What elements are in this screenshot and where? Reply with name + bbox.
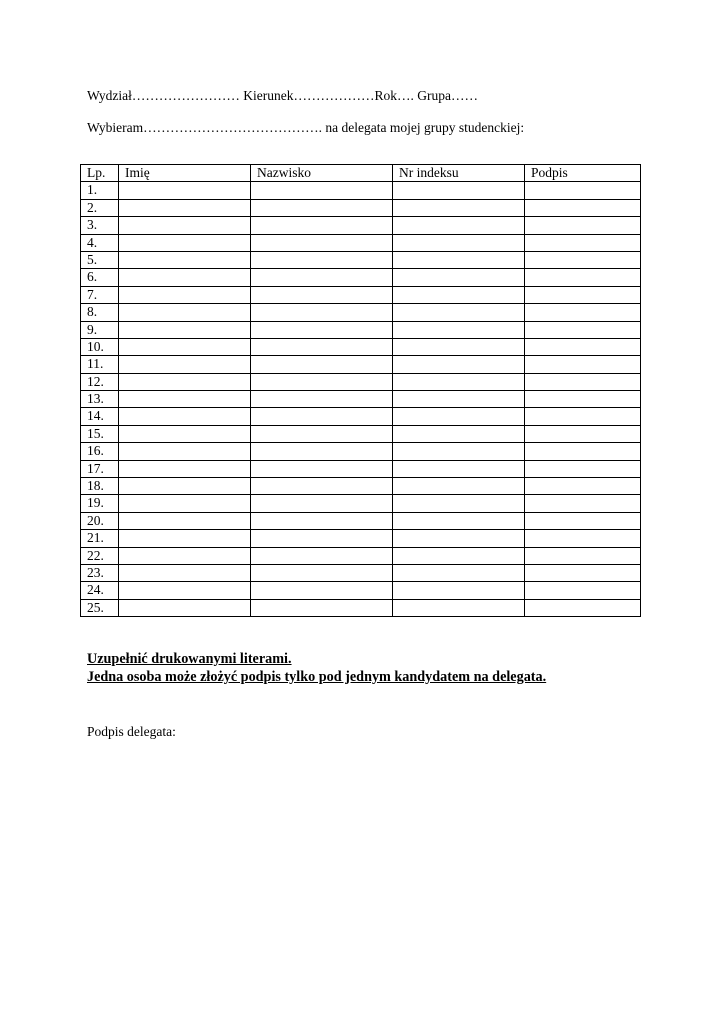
- last-name-cell[interactable]: [251, 460, 393, 477]
- signature-cell[interactable]: [525, 443, 641, 460]
- row-number-cell: 23.: [81, 564, 119, 581]
- first-name-cell[interactable]: [119, 356, 251, 373]
- header-index-number: Nr indeksu: [393, 165, 525, 182]
- index-number-cell[interactable]: [393, 182, 525, 199]
- signature-cell[interactable]: [525, 564, 641, 581]
- last-name-cell[interactable]: [251, 495, 393, 512]
- signature-cell[interactable]: [525, 269, 641, 286]
- table-row: [81, 304, 641, 321]
- index-number-cell[interactable]: [393, 478, 525, 495]
- first-name-cell[interactable]: [119, 443, 251, 460]
- signature-cell[interactable]: [525, 512, 641, 529]
- table-row: [81, 182, 641, 199]
- row-number-cell: 11.: [81, 356, 119, 373]
- row-number-cell: 21.: [81, 530, 119, 547]
- last-name-cell[interactable]: [251, 304, 393, 321]
- first-name-cell[interactable]: [119, 391, 251, 408]
- last-name-cell[interactable]: [251, 338, 393, 355]
- last-name-cell[interactable]: [251, 199, 393, 216]
- faculty-field-line: Wydział…………………… Kierunek………………Rok…. Grupa……: [87, 88, 479, 103]
- signature-cell[interactable]: [525, 356, 641, 373]
- index-number-cell[interactable]: [393, 269, 525, 286]
- table-row: [81, 582, 641, 599]
- first-name-cell[interactable]: [119, 460, 251, 477]
- index-number-cell[interactable]: [393, 495, 525, 512]
- row-number-cell: 16.: [81, 443, 119, 460]
- signature-cell[interactable]: [525, 478, 641, 495]
- index-number-cell[interactable]: [393, 512, 525, 529]
- row-number-cell: 17.: [81, 460, 119, 477]
- row-number-cell: 19.: [81, 495, 119, 512]
- table-row: [81, 269, 641, 286]
- table-row: [81, 425, 641, 442]
- row-number-cell: 3.: [81, 217, 119, 234]
- index-number-cell[interactable]: [393, 356, 525, 373]
- index-number-cell[interactable]: [393, 599, 525, 616]
- last-name-cell[interactable]: [251, 182, 393, 199]
- row-number-cell: 7.: [81, 286, 119, 303]
- signature-cell[interactable]: [525, 373, 641, 390]
- table-row: [81, 460, 641, 477]
- first-name-cell[interactable]: [119, 286, 251, 303]
- table-row: [81, 251, 641, 268]
- row-number-cell: 25.: [81, 599, 119, 616]
- signature-cell[interactable]: [525, 460, 641, 477]
- last-name-cell[interactable]: [251, 286, 393, 303]
- first-name-cell[interactable]: [119, 269, 251, 286]
- table-row: [81, 599, 641, 616]
- table-row: [81, 443, 641, 460]
- table-body: [81, 182, 641, 617]
- row-number-cell: 13.: [81, 391, 119, 408]
- index-number-cell[interactable]: [393, 460, 525, 477]
- signature-cell[interactable]: [525, 391, 641, 408]
- instruction-print-letters: Uzupełnić drukowanymi literami.: [87, 651, 292, 667]
- last-name-cell[interactable]: [251, 356, 393, 373]
- table-row: [81, 564, 641, 581]
- signature-cell[interactable]: [525, 425, 641, 442]
- index-number-cell[interactable]: [393, 391, 525, 408]
- signature-cell[interactable]: [525, 321, 641, 338]
- signature-cell[interactable]: [525, 251, 641, 268]
- delegate-signature-label: Podpis delegata:: [87, 724, 176, 739]
- index-number-cell[interactable]: [393, 199, 525, 216]
- first-name-cell[interactable]: [119, 547, 251, 564]
- table-row: [81, 391, 641, 408]
- first-name-cell[interactable]: [119, 564, 251, 581]
- first-name-cell[interactable]: [119, 217, 251, 234]
- header-first-name: Imię: [119, 165, 251, 182]
- instruction-one-signature: Jedna osoba może złożyć podpis tylko pod jednym kandydatem na delegata.: [87, 669, 547, 685]
- row-number-cell: 20.: [81, 512, 119, 529]
- row-number-cell: 22.: [81, 547, 119, 564]
- last-name-cell[interactable]: [251, 251, 393, 268]
- row-number-cell: 5.: [81, 251, 119, 268]
- signature-cell[interactable]: [525, 217, 641, 234]
- last-name-cell[interactable]: [251, 373, 393, 390]
- index-number-cell[interactable]: [393, 286, 525, 303]
- first-name-cell[interactable]: [119, 425, 251, 442]
- header-signature: Podpis: [525, 165, 641, 182]
- signature-cell[interactable]: [525, 234, 641, 251]
- last-name-cell[interactable]: [251, 564, 393, 581]
- last-name-cell[interactable]: [251, 582, 393, 599]
- first-name-cell[interactable]: [119, 599, 251, 616]
- last-name-cell[interactable]: [251, 530, 393, 547]
- signature-cell[interactable]: [525, 408, 641, 425]
- last-name-cell[interactable]: [251, 321, 393, 338]
- row-number-cell: 12.: [81, 373, 119, 390]
- row-number-cell: 2.: [81, 199, 119, 216]
- first-name-cell[interactable]: [119, 338, 251, 355]
- row-number-cell: 4.: [81, 234, 119, 251]
- table-row: [81, 286, 641, 303]
- row-number-cell: 1.: [81, 182, 119, 199]
- index-number-cell[interactable]: [393, 338, 525, 355]
- first-name-cell[interactable]: [119, 530, 251, 547]
- index-number-cell[interactable]: [393, 304, 525, 321]
- first-name-cell[interactable]: [119, 251, 251, 268]
- last-name-cell[interactable]: [251, 269, 393, 286]
- table-row: [81, 530, 641, 547]
- row-number-cell: 15.: [81, 425, 119, 442]
- first-name-cell[interactable]: [119, 582, 251, 599]
- table-row: [81, 338, 641, 355]
- index-number-cell[interactable]: [393, 582, 525, 599]
- index-number-cell[interactable]: [393, 547, 525, 564]
- first-name-cell[interactable]: [119, 512, 251, 529]
- last-name-cell[interactable]: [251, 234, 393, 251]
- signature-cell[interactable]: [525, 530, 641, 547]
- table-row: [81, 217, 641, 234]
- first-name-cell[interactable]: [119, 408, 251, 425]
- index-number-cell[interactable]: [393, 234, 525, 251]
- index-number-cell[interactable]: [393, 321, 525, 338]
- row-number-cell: 8.: [81, 304, 119, 321]
- row-number-cell: 10.: [81, 338, 119, 355]
- table-row: [81, 199, 641, 216]
- index-number-cell[interactable]: [393, 530, 525, 547]
- first-name-cell[interactable]: [119, 321, 251, 338]
- index-number-cell[interactable]: [393, 443, 525, 460]
- row-number-cell: 18.: [81, 478, 119, 495]
- table-header-row: [81, 165, 641, 182]
- last-name-cell[interactable]: [251, 443, 393, 460]
- signature-table: [80, 164, 641, 617]
- table-row: [81, 512, 641, 529]
- row-number-cell: 9.: [81, 321, 119, 338]
- signature-cell[interactable]: [525, 599, 641, 616]
- row-number-cell: 24.: [81, 582, 119, 599]
- first-name-cell[interactable]: [119, 478, 251, 495]
- first-name-cell[interactable]: [119, 234, 251, 251]
- first-name-cell[interactable]: [119, 373, 251, 390]
- signature-cell[interactable]: [525, 286, 641, 303]
- row-number-cell: 14.: [81, 408, 119, 425]
- header-lp: Lp.: [81, 165, 119, 182]
- index-number-cell[interactable]: [393, 217, 525, 234]
- delegate-choice-line: Wybieram…………………………………. na delegata mojej grupy studenckiej:: [87, 120, 525, 135]
- signature-cell[interactable]: [525, 199, 641, 216]
- last-name-cell[interactable]: [251, 478, 393, 495]
- last-name-cell[interactable]: [251, 408, 393, 425]
- signature-cell[interactable]: [525, 182, 641, 199]
- index-number-cell[interactable]: [393, 564, 525, 581]
- signature-cell[interactable]: [525, 495, 641, 512]
- index-number-cell[interactable]: [393, 251, 525, 268]
- table-row: [81, 495, 641, 512]
- first-name-cell[interactable]: [119, 495, 251, 512]
- table-row: [81, 234, 641, 251]
- index-number-cell[interactable]: [393, 408, 525, 425]
- signature-cell[interactable]: [525, 547, 641, 564]
- last-name-cell[interactable]: [251, 599, 393, 616]
- last-name-cell[interactable]: [251, 217, 393, 234]
- table-row: [81, 547, 641, 564]
- last-name-cell[interactable]: [251, 391, 393, 408]
- table-row: [81, 408, 641, 425]
- table-row: [81, 478, 641, 495]
- index-number-cell[interactable]: [393, 373, 525, 390]
- signature-cell[interactable]: [525, 582, 641, 599]
- table-row: [81, 373, 641, 390]
- first-name-cell[interactable]: [119, 199, 251, 216]
- signature-cell[interactable]: [525, 304, 641, 321]
- table-row: [81, 321, 641, 338]
- row-number-cell: 6.: [81, 269, 119, 286]
- first-name-cell[interactable]: [119, 182, 251, 199]
- table-row: [81, 356, 641, 373]
- signature-cell[interactable]: [525, 338, 641, 355]
- last-name-cell[interactable]: [251, 512, 393, 529]
- header-last-name: Nazwisko: [251, 165, 393, 182]
- index-number-cell[interactable]: [393, 425, 525, 442]
- last-name-cell[interactable]: [251, 425, 393, 442]
- first-name-cell[interactable]: [119, 304, 251, 321]
- last-name-cell[interactable]: [251, 547, 393, 564]
